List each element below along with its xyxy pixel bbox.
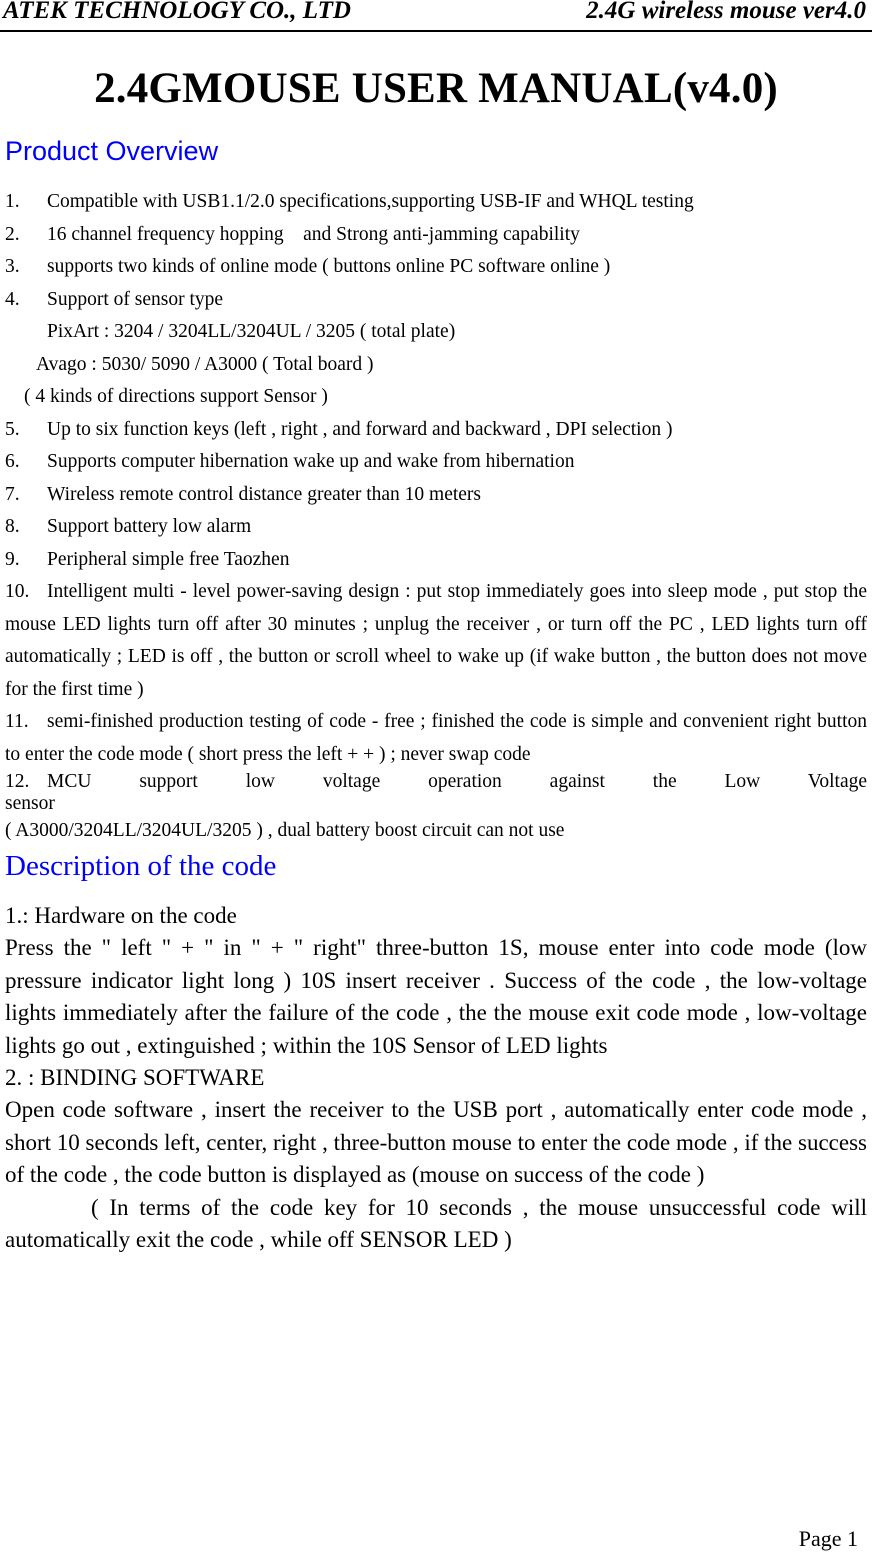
item-text: Supports computer hibernation wake up and wake from hibernation [47,451,575,472]
sensor-directions: ( 4 kinds of directions support Sensor ) [24,386,328,407]
item-number: 7. [5,483,20,505]
overview-list [5,186,867,848]
software-note: ( In terms of the code key for 10 seconds , the mouse unsuccessful code will automatically exit the code , while off SENSOR LED ) [5,1194,867,1253]
list-item [5,576,867,706]
item-text: Peripheral simple free Taozhen [47,548,290,570]
code-description-heading: Description of the code [5,850,277,882]
item-text: Compatible with USB1.1/2.0 specifications,supporting USB-IF and WHQL testing [47,191,694,212]
company-name: ATEK TECHNOLOGY CO., LTD [3,0,351,24]
item-text: Support of sensor type [47,288,224,310]
item-text: 16 channel frequency hopping and Strong anti-jamming capability [47,223,580,245]
item-number: 5. [5,418,20,440]
item-number: 4. [5,288,20,310]
list-item [5,706,867,771]
item-number: 2. [5,223,20,245]
item-text: Intelligent multi - level power-saving design : put stop immediately goes into sleep mode , put stop the mouse LED lights turn off after 30 minutes ; unplug the receiver , or turn off the PC , LED lights turn off automatically ; LED is off , the button or scroll wheel to wake up (if wake button , the button does not move for the first time ) [5,581,867,700]
item-text: Up to six function keys (left , right , and forward and backward , DPI selection ) [47,418,673,440]
item-text: Support battery low alarm [47,516,252,537]
item-number: 10. [5,581,30,602]
page-header [0,0,872,32]
document-title: 2.4GMOUSE USER MANUAL(v4.0) [94,65,778,112]
item-number: 12. [5,771,30,792]
list-item [5,284,867,317]
item-text: semi-finished production testing of code - free ; finished the code is simple and convenient right button to enter the code mode ( short press the left + + ) ; never swap code [5,711,867,765]
list-item [5,446,867,479]
page-number: Page 1 [798,1526,858,1551]
list-item [5,544,867,577]
item-text: Wireless remote control distance greater than 10 meters [47,483,481,505]
hardware-heading: 1.: Hardware on the code [5,903,237,928]
item-number: 3. [5,256,20,277]
item-number: 6. [5,451,20,472]
product-overview-heading: Product Overview [5,136,219,166]
sensor-pixart: PixArt : 3204 / 3204LL/3204UL / 3205 ( total plate) [47,321,456,342]
list-item [5,414,867,447]
list-item [5,479,867,512]
item-number: 11. [5,711,29,732]
item-number: 1. [5,191,20,212]
code-description [5,900,867,1256]
software-text: Open code software , insert the receiver to the USB port , automatically enter code mode , short 10 seconds left, center, right , three-button mouse to enter the code mode , if the success of the code , the code button is displayed as (mouse on success of the code ) [5,1097,867,1188]
list-item [5,771,867,815]
item-text: supports two kinds of online mode ( buttons online PC software online ) [47,256,611,277]
hardware-text: Press the " left " + " in " + " right" three-button 1S, mouse enter into code mode (low pressure indicator light long ) 10S insert receiver . Success of the code , the low-voltage lights immediately after the failure of the code , the the mouse exit code mode , low-voltage lights go out , extinguished ; within the 10S Sensor of LED lights [5,935,867,1058]
item-number: 8. [5,516,20,537]
software-heading: 2. : BINDING SOFTWARE [5,1065,265,1091]
item-number: 9. [5,548,20,570]
sensor-avago: Avago : 5030/ 5090 / A3000 ( Total board ) [36,353,374,375]
list-item [5,219,867,252]
item-continuation: ( A3000/3204LL/3204UL/3205 ) , dual battery boost circuit can not use [5,820,565,841]
list-item [5,511,867,544]
list-item [5,186,867,219]
item-text: MCU support low voltage operation against the Low Voltage sensor [5,771,867,814]
product-name: 2.4G wireless mouse ver4.0 [586,0,866,24]
list-item [5,251,867,284]
